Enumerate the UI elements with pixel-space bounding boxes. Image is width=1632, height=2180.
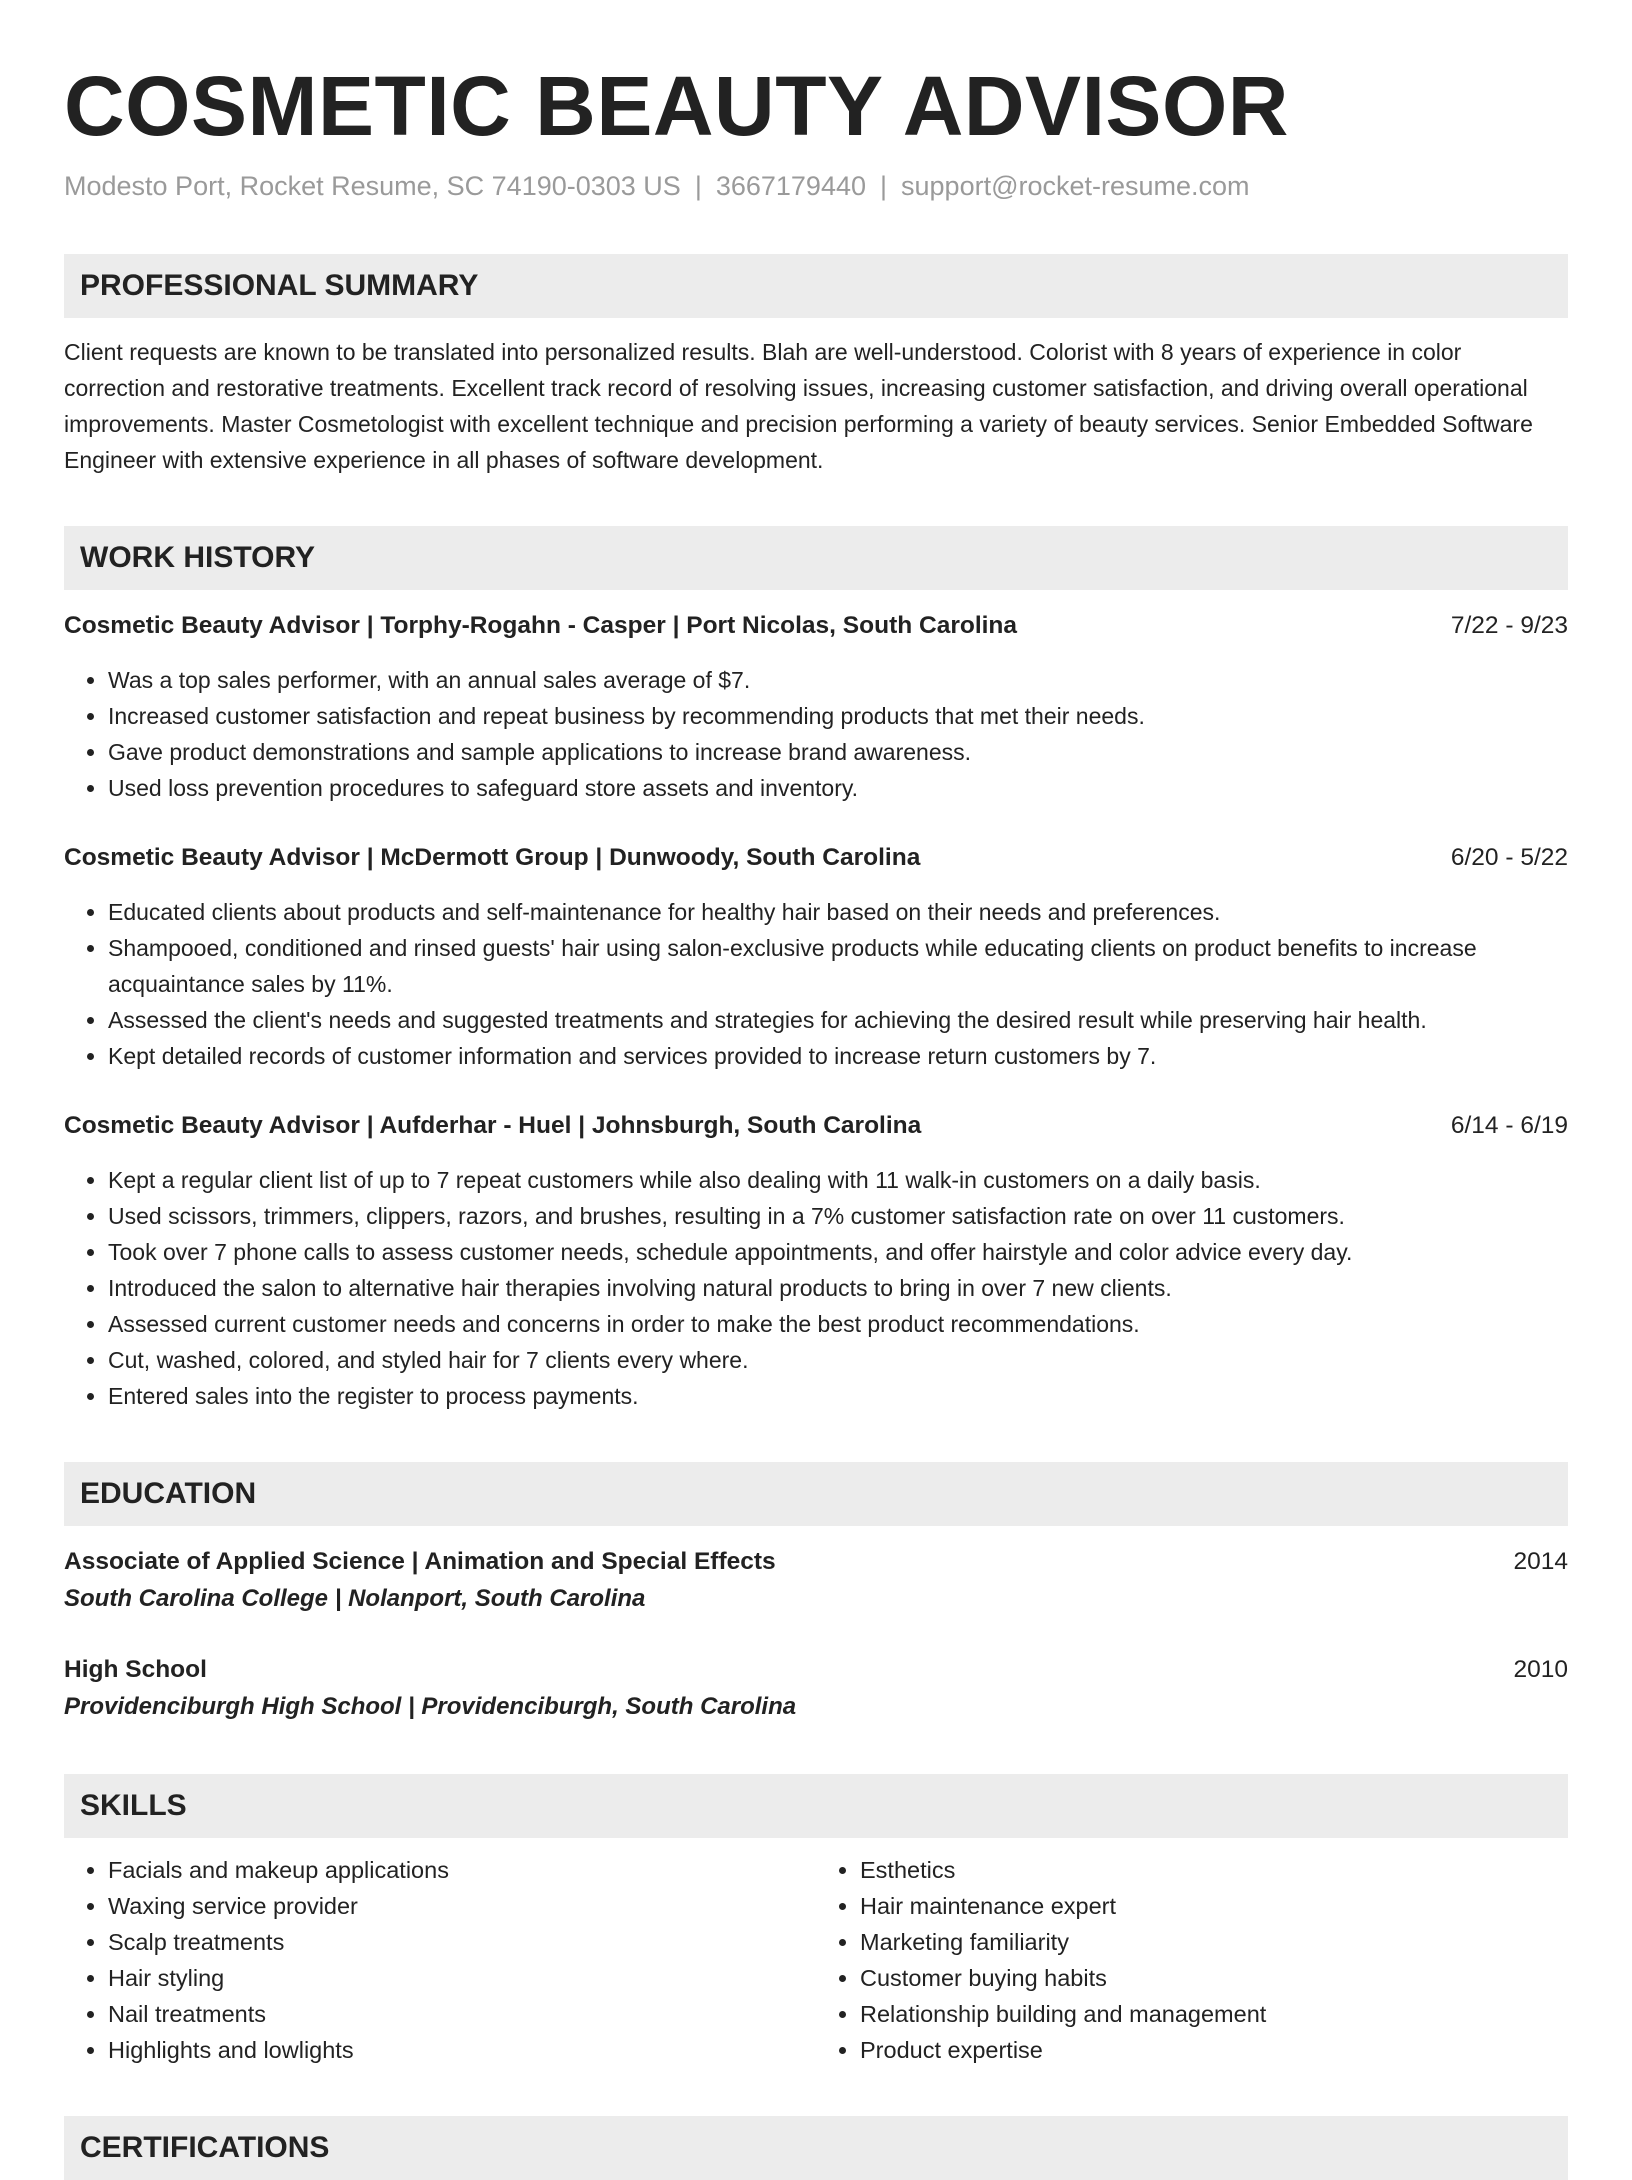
education-entry [64, 1544, 1568, 1618]
job-header [64, 840, 1568, 876]
job-bullet: • Assessed the client's needs and suggested treatments and strategies for achieving the desired result while preserving hair health. [108, 1002, 1568, 1038]
summary-text: Client requests are known to be translated into personalized results. Blah are well-understood. Colorist with 8 years of experience in color correction and restorative treatments. Excellent track record of resolving issues, increasing customer satisfaction, and driving overall operational improvements. Master Cosmetologist with excellent technique and precision performing a variety of beauty services. Senior Embedded Software Engineer with extensive experience in all phases of software development. [64, 339, 1533, 473]
contact-line [64, 168, 1568, 204]
skill-item: • Hair maintenance expert [860, 1888, 1568, 1924]
job-bullet: • Gave product demonstrations and sample applications to increase brand awareness. [108, 734, 1568, 770]
contact-email: support@rocket-resume.com [901, 171, 1250, 201]
job-bullet: • Shampooed, conditioned and rinsed guests' hair using salon-exclusive products while educating clients on product benefits to increase acquaintance sales by 11%. [108, 930, 1568, 1002]
job-title: Cosmetic Beauty Advisor | McDermott Group | Dunwoody, South Carolina [64, 844, 921, 871]
job-bullet: • Was a top sales performer, with an annual sales average of $7. [108, 662, 1568, 698]
job-title: Cosmetic Beauty Advisor | Torphy-Rogahn - Casper | Port Nicolas, South Carolina [64, 612, 1018, 639]
job-dates: 6/14 - 6/19 [1450, 1112, 1568, 1139]
skill-item: • Scalp treatments [108, 1924, 816, 1960]
resume-name: COSMETIC BEAUTY ADVISOR [64, 59, 1289, 153]
skill-item: • Highlights and lowlights [108, 2032, 816, 2068]
education-year: 2010 [1513, 1656, 1568, 1683]
job-entry [64, 840, 1568, 1074]
education-degree: Associate of Applied Science | Animation and Special Effects [64, 1548, 776, 1575]
skill-item: • Waxing service provider [108, 1888, 816, 1924]
contact-separator: | [694, 171, 702, 201]
job-entry [64, 608, 1568, 806]
education-entry [64, 1652, 1568, 1726]
education-school: Providenciburgh High School | Providenciburgh, South Carolina [64, 1693, 797, 1720]
job-bullet: • Assessed current customer needs and concerns in order to make the best product recommendations. [108, 1306, 1568, 1342]
job-bullet: • Entered sales into the register to process payments. [108, 1378, 1568, 1414]
job-bullet: • Kept a regular client list of up to 7 repeat customers while also dealing with 11 walk-in customers on a daily basis. [108, 1162, 1568, 1198]
job-entry [64, 1108, 1568, 1414]
job-bullet: • Kept detailed records of customer information and services provided to increase return customers by 7. [108, 1038, 1568, 1074]
job-title: Cosmetic Beauty Advisor | Aufderhar - Huel | Johnsburgh, South Carolina [64, 1112, 922, 1139]
job-bullet: • Used loss prevention procedures to safeguard store assets and inventory. [108, 770, 1568, 806]
section-heading-work-history: WORK HISTORY [64, 526, 1568, 590]
education-header [64, 1544, 1568, 1580]
job-dates: 7/22 - 9/23 [1450, 612, 1568, 639]
job-bullet: • Increased customer satisfaction and repeat business by recommending products that met their needs. [108, 698, 1568, 734]
education-header [64, 1652, 1568, 1688]
education-degree: High School [64, 1656, 207, 1683]
job-bullets [64, 1162, 1568, 1414]
job-header [64, 608, 1568, 644]
skills-columns [64, 1852, 1568, 2068]
job-bullets [64, 894, 1568, 1074]
skill-item: • Nail treatments [108, 1996, 816, 2032]
skills-list-left [64, 1852, 816, 2068]
job-bullet: • Used scissors, trimmers, clippers, razors, and brushes, resulting in a 7% customer satisfaction rate on over 11 customers. [108, 1198, 1568, 1234]
job-bullet: • Educated clients about products and self-maintenance for healthy hair based on their needs and preferences. [108, 894, 1568, 930]
skill-item: • Esthetics [860, 1852, 1568, 1888]
job-bullet: • Took over 7 phone calls to assess customer needs, schedule appointments, and offer hairstyle and color advice every day. [108, 1234, 1568, 1270]
skill-item: • Relationship building and management [860, 1996, 1568, 2032]
contact-separator: | [880, 171, 888, 201]
skills-list-right [816, 1852, 1568, 2068]
section-heading-summary: PROFESSIONAL SUMMARY [64, 254, 1568, 318]
skill-item: • Customer buying habits [860, 1960, 1568, 1996]
job-bullets [64, 662, 1568, 806]
job-dates: 6/20 - 5/22 [1450, 844, 1568, 871]
skill-item: • Marketing familiarity [860, 1924, 1568, 1960]
contact-address: Modesto Port, Rocket Resume, SC 74190-0303 US [64, 171, 681, 201]
skill-item: • Product expertise [860, 2032, 1568, 2068]
job-header [64, 1108, 1568, 1144]
education-school: South Carolina College | Nolanport, South Carolina [64, 1585, 646, 1612]
section-heading-skills: SKILLS [64, 1774, 1568, 1838]
job-bullet: • Cut, washed, colored, and styled hair for 7 clients every where. [108, 1342, 1568, 1378]
education-year: 2014 [1513, 1548, 1568, 1575]
skill-item: • Facials and makeup applications [108, 1852, 816, 1888]
contact-phone: 3667179440 [715, 171, 866, 201]
job-bullet: • Introduced the salon to alternative hair therapies involving natural products to bring in over 7 new clients. [108, 1270, 1568, 1306]
section-heading-education: EDUCATION [64, 1462, 1568, 1526]
skill-item: • Hair styling [108, 1960, 816, 1996]
section-heading-certifications: CERTIFICATIONS [64, 2116, 1568, 2180]
